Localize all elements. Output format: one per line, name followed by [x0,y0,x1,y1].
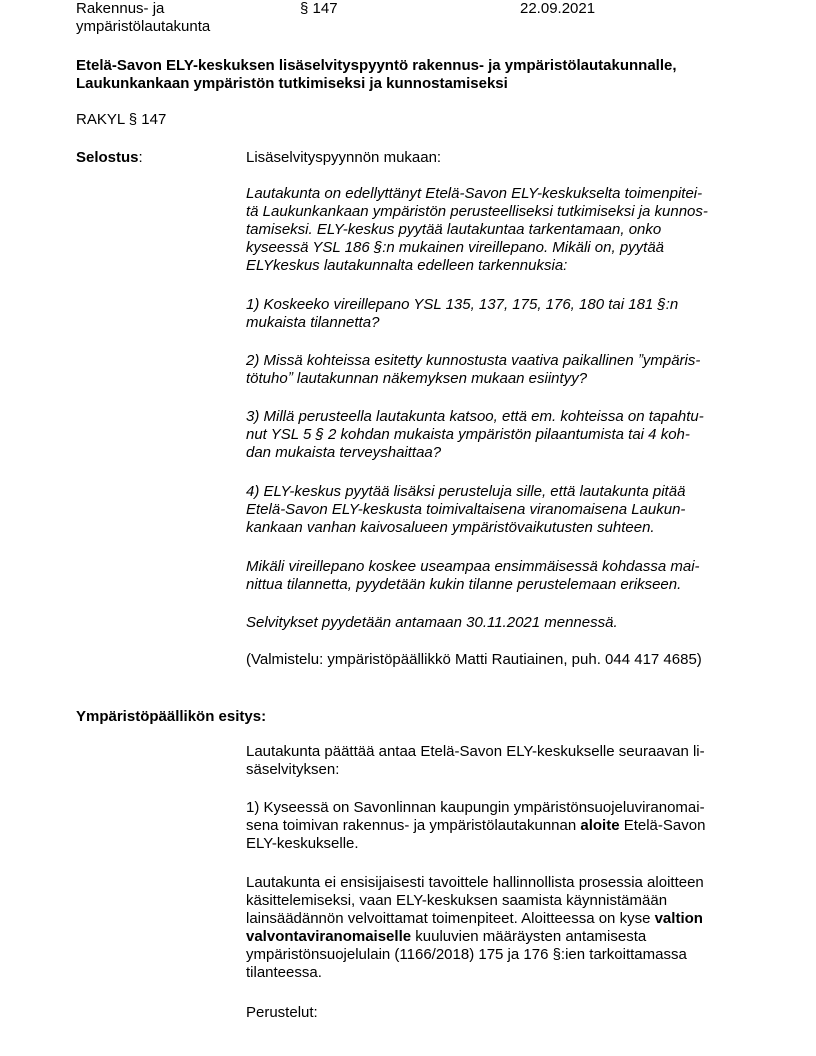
deadline [246,614,766,632]
text-span: sena toimivan rakennus- ja ympäristölautakunnan [246,817,581,834]
proposal-paragraph-3 [246,874,766,982]
text-span: kuuluvien määräysten antamisesta [411,928,647,945]
proposal-paragraph-2 [246,799,766,853]
bold-term: valtion [654,910,703,927]
selostus-colon: : [138,149,143,166]
text-line: Lautakunta päättää antaa Etelä-Savon ELY-keskukselle seuraavan li- [246,743,705,760]
text-line: kyseessä YSL 186 §:n mukainen vireillepano. Mikäli on, pyytää [246,239,665,256]
text-line: 1) Koskeeko vireillepano YSL 135, 137, 175, 176, 180 tai 181 §:n [246,296,679,313]
text-line: 3) Millä perusteella lautakunta katsoo, että em. kohteissa on tapahtu- [246,408,704,425]
text-line: tamiseksi. ELY-keskus pyytää lautakuntaa tarkentamaan, onko [246,221,662,238]
selostus-paragraph-2 [246,558,766,594]
text-line: säselvityksen: [246,761,340,778]
text-span: lainsäädännön velvoittamat toimenpiteet. Aloitteessa on kyse [246,910,655,927]
text-line [246,817,766,835]
text-line: tilanteessa. [246,964,322,981]
proposal-heading: Ympäristöpäällikön esitys: [76,708,267,725]
text-line: ELYkeskus lautakunnalta edelleen tarkennuksia: [246,257,568,274]
committee-line-1: Rakennus- ja [76,0,165,17]
title-line-1: Etelä-Savon ELY-keskuksen lisäselvityspyyntö rakennus- ja ympäristölautakunnalle, [76,57,677,74]
text-line: Lautakunta on edellyttänyt Etelä-Savon ELY-keskukselta toimenpitei- [246,185,703,202]
text-line: dan mukaista terveyshaittaa? [246,444,442,461]
question-3 [246,408,766,462]
text-line: 1) Kyseessä on Savonlinnan kaupungin ympäristönsuojeluviranomai- [246,799,705,816]
text-line: 4) ELY-keskus pyytää lisäksi perusteluja sille, että lautakunta pitää [246,483,686,500]
deadline-text: Selvitykset pyydetään antamaan 30.11.2021 mennessä. [246,614,618,631]
text-line: Lautakunta ei ensisijaisesti tavoittele hallinnollista prosessia aloitteen [246,874,704,891]
text-line: 2) Missä kohteissa esitetty kunnostusta vaativa paikallinen ˮympäris- [246,352,701,369]
proposal-paragraph-1 [246,743,766,779]
text-line: ELY-keskukselle. [246,835,359,852]
text-line: tä Laukunkankaan ympäristön perusteelliseksi tutkimiseksi ja kunnos- [246,203,708,220]
bold-term: valvontaviranomaiselle [246,928,412,945]
text-line: Mikäli vireillepano koskee useampaa ensimmäisessä kohdassa mai- [246,558,700,575]
text-line: nut YSL 5 § 2 kohdan mukaista ympäristön pilaantumista tai 4 koh- [246,426,690,443]
selostus-intro: Lisäselvityspyynnön mukaan: [246,149,442,166]
text-line: Etelä-Savon ELY-keskusta toimivaltaisena viranomaisena Laukun- [246,501,686,518]
meeting-date: 22.09.2021 [520,0,596,17]
selostus-label: Selostus [76,149,139,166]
preparer-note: (Valmistelu: ympäristöpäällikkö Matti Rautiainen, puh. 044 417 4685) [246,651,702,668]
question-2 [246,352,766,388]
selostus-paragraph-1 [246,185,766,275]
bold-term: aloite [580,817,620,834]
question-4 [246,483,766,537]
text-span: Etelä-Savon [619,817,706,834]
text-line [246,910,766,928]
page-title [76,57,677,93]
title-line-2: Laukunkankaan ympäristön tutkimiseksi ja kunnostamiseksi [76,75,508,92]
selostus-label-wrap [76,149,143,167]
committee-line-2: ympäristölautakunta [76,18,211,35]
text-line: tötuhoˮ lautakunnan näkemyksen mukaan esiintyy? [246,370,588,387]
reference: RAKYL § 147 [76,111,167,128]
text-line: nittua tilannetta, pyydetään kukin tilanne perustelemaan erikseen. [246,576,682,593]
text-line: mukaista tilannetta? [246,314,380,331]
text-line: kankaan vanhan kaivosalueen ympäristövaikutusten suhteen. [246,519,655,536]
text-line [246,928,766,946]
text-line: ympäristönsuojelulain (1166/2018) 175 ja 176 §:ien tarkoittamassa [246,946,687,963]
perustelut-label: Perustelut: [246,1004,318,1021]
question-1 [246,296,766,332]
text-line: käsittelemiseksi, vaan ELY-keskuksen saamista käynnistämään [246,892,668,909]
section-number: § 147 [300,0,338,17]
committee-name [76,0,210,36]
